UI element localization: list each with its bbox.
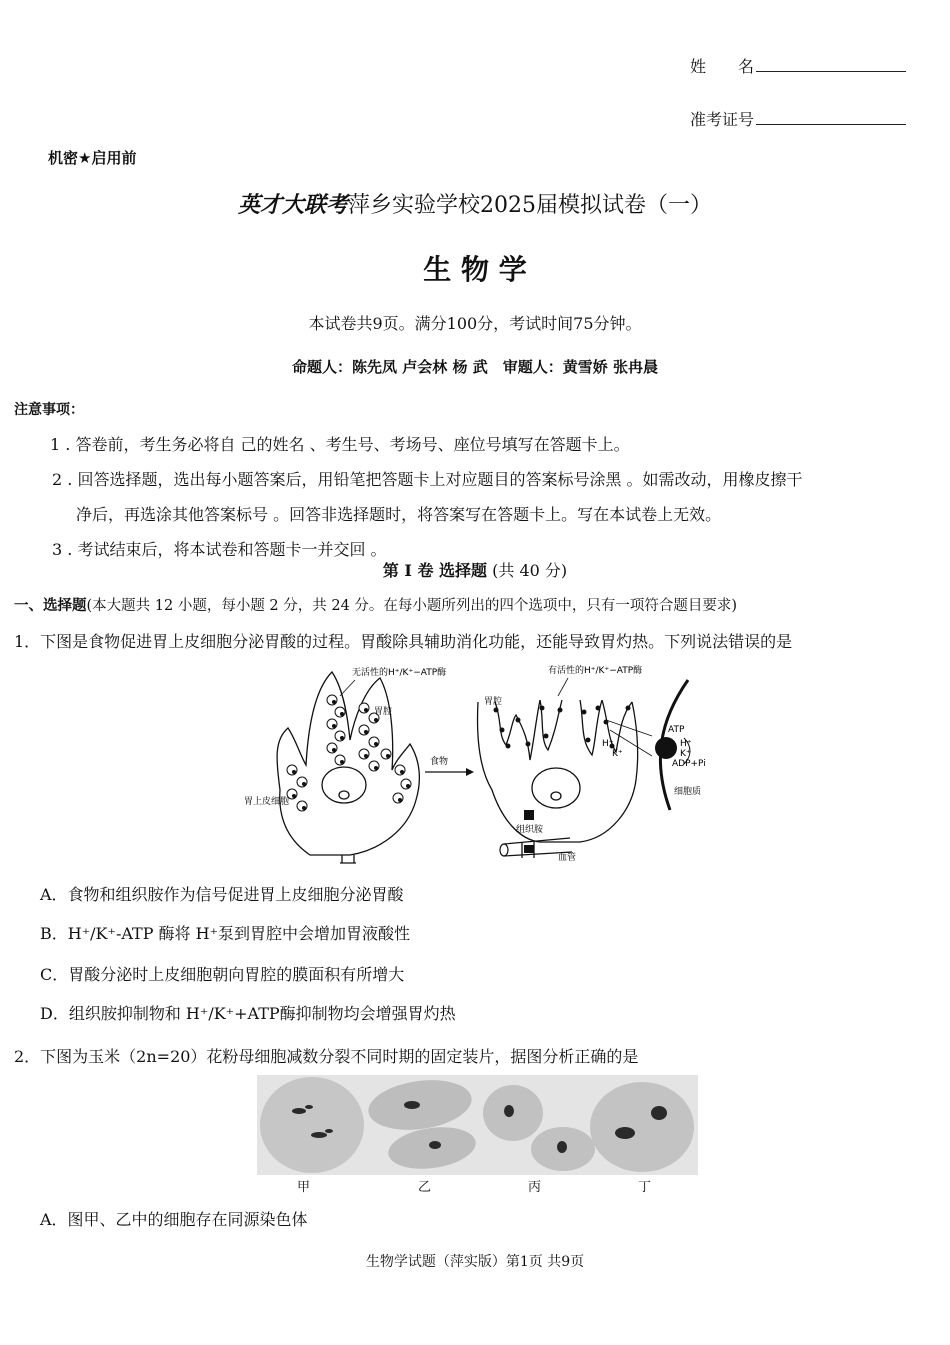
exam-id-blank [756, 110, 906, 125]
h-ion-right: H⁺ [680, 739, 692, 749]
notes-item-1: 1 . 答卷前，考生务必将自 己的姓名 、考生号、考场号、座位号填写在答题卡上。 [50, 435, 630, 454]
exam-title [0, 188, 950, 219]
part-heading-bold: 一、选择题 [14, 597, 87, 614]
notes-item-3: 3 . 考试结束后，将本试卷和答题卡一并交回 。 [52, 540, 387, 559]
subject-title: 生 物 学 [423, 253, 527, 286]
lumen-right-label: 胃腔 [484, 697, 503, 707]
school-title: 萍乡实验学校2025届模拟试卷（一） [348, 193, 712, 218]
photo-label-bing: 丙 [528, 1180, 542, 1195]
food-label: 食物 [430, 757, 449, 767]
cell-jia [260, 1077, 364, 1173]
stomach-cell-figure [240, 660, 720, 870]
section-title-rest: (共 40 分) [492, 561, 568, 580]
k-ion-left: K⁺ [612, 749, 623, 759]
q2-option-a: A．图甲、乙中的细胞存在同源染色体 [40, 1210, 308, 1229]
inactive-enzyme-pointer [340, 680, 355, 696]
section-title-bold: 第 I 卷 选择题 [382, 561, 488, 580]
page-footer: 生物学试题（萍实版）第1页 共9页 [365, 1254, 585, 1270]
lumen-left-label: 胃腔 [374, 707, 393, 717]
vessel-histamine [524, 845, 534, 853]
q1-option-c: C．胃酸分泌时上皮细胞朝向胃腔的膜面积有所增大 [40, 965, 405, 984]
name-field [690, 54, 906, 77]
cell-ding [590, 1082, 694, 1172]
epithelial-label: 胃上皮细胞 [244, 797, 290, 807]
q2-stem: 2．下图为玉米（2n=20）花粉母细胞减数分裂不同时期的固定装片，据图分析正确的是 [14, 1047, 639, 1066]
zoom-line-1 [606, 720, 652, 736]
vessel-label: 血管 [558, 853, 577, 863]
pump-body [655, 737, 677, 759]
notes-heading: 注意事项： [14, 402, 84, 418]
active-enzyme-pointer [558, 678, 568, 696]
histamine-label: 组织胺 [516, 825, 544, 835]
active-epithelial-cell [478, 700, 638, 858]
atp-label: ATP [668, 725, 685, 735]
name-blank [756, 57, 906, 72]
h-ion-left: H⁺ [602, 739, 614, 749]
photo-label-yi: 乙 [418, 1180, 432, 1195]
name-label: 姓 名 [690, 57, 755, 76]
k-ion-right: K⁺ [680, 749, 691, 759]
q1-option-d: D．组织胺抑制物和 H⁺/K⁺+ATP酶抑制物均会增强胃灼热 [40, 1004, 456, 1023]
authors-line: 命题人：陈先凤 卢会林 杨 武 审题人：黄雪娇 张冉晨 [292, 358, 658, 376]
notes-item-2-cont: 净后，再选涂其他答案标号 。回答非选择题时，将答案写在答题卡上。写在本试卷上无效。 [76, 505, 722, 524]
notes-item-2: 2 . 回答选择题，选出每小题答案后，用铅笔把答题卡上对应题目的答案标号涂黑 。如需改动，用橡皮擦干 [52, 470, 803, 489]
q1-option-b: B．H⁺/K⁺-ATP 酶将 H⁺泵到胃腔中会增加胃液酸性 [40, 924, 411, 943]
q1-stem: 1．下图是食物促进胃上皮细胞分泌胃酸的过程。胃酸除具辅助消化功能，还能导致胃灼热。下列说法错误的是 [14, 632, 793, 651]
inactive-enzyme-label: 无活性的H⁺/K⁺−ATP酶 [352, 668, 447, 678]
cytoplasm-label: 细胞质 [674, 787, 702, 797]
food-arrow-head [466, 768, 474, 776]
adp-label: ADP+Pi [672, 759, 706, 769]
brand-name: 英才大联考 [237, 192, 348, 218]
part-heading [14, 594, 737, 615]
photo-label-jia: 甲 [297, 1180, 311, 1195]
active-enzyme-label: 有活性的H⁺/K⁺−ATP酶 [548, 666, 643, 676]
q1-option-a: A．食物和组织胺作为信号促进胃上皮细胞分泌胃酸 [40, 885, 404, 904]
exam-info: 本试卷共9页。满分100分，考试时间75分钟。 [308, 314, 642, 333]
secret-mark: 机密★启用前 [48, 149, 137, 167]
meiosis-photo [257, 1075, 698, 1175]
histamine-block [524, 810, 534, 820]
section-title [0, 558, 950, 581]
photo-label-ding: 丁 [638, 1180, 652, 1195]
part-heading-rest: (本大题共 12 小题，每小题 2 分，共 24 分。在每小题所列出的四个选项中，只有一项符合题目要求) [86, 598, 738, 614]
exam-id-label: 准考证号 [690, 110, 755, 129]
exam-id-field [690, 107, 906, 130]
